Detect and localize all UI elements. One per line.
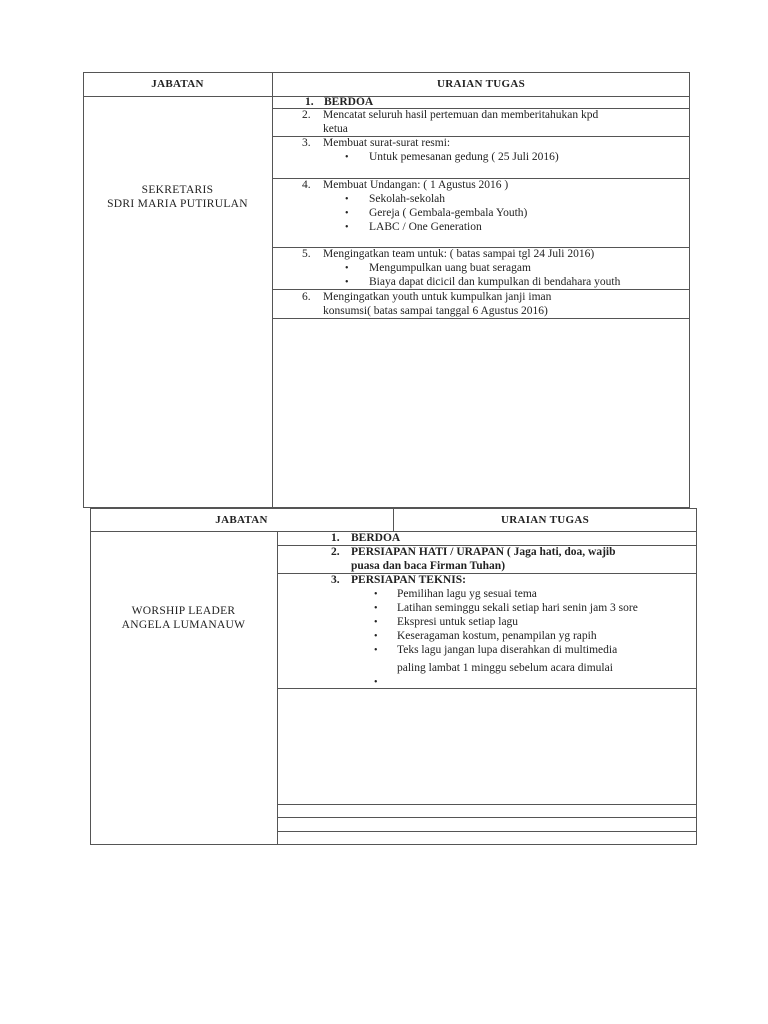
bullet-icon: • <box>345 277 349 288</box>
role-title: SEKRETARIS <box>141 184 214 196</box>
bullet-icon: • <box>374 677 378 688</box>
table2-row-divider <box>277 804 697 805</box>
table1-row-divider <box>272 318 690 319</box>
table1-column-divider <box>272 72 273 508</box>
bullet-icon: • <box>345 263 349 274</box>
task-text-continued: konsumsi( batas sampai tanggal 6 Agustus 2016) <box>323 305 548 317</box>
role-person: SDRI MARIA PUTIRULAN <box>107 198 248 210</box>
bullet-icon: • <box>345 194 349 205</box>
bullet-text: Mengumpulkan uang buat seragam <box>369 262 531 274</box>
task-text: Mencatat seluruh hasil pertemuan dan memberitahukan kpd <box>323 109 599 121</box>
bullet-text: Latihan seminggu sekali setiap hari senin jam 3 sore <box>397 602 638 614</box>
table2-header-uraian-tugas: URAIAN TUGAS <box>500 514 590 526</box>
table2-row-divider <box>277 831 697 832</box>
bullet-text: Keseragaman kostum, penampilan yg rapih <box>397 630 597 642</box>
bullet-text: Biaya dapat dicicil dan kumpulkan di bendahara youth <box>369 276 621 288</box>
task-text: BERDOA <box>324 96 374 108</box>
task-number: 1. <box>331 532 340 544</box>
table2-header-jabatan: JABATAN <box>215 514 268 526</box>
task-number: 2. <box>331 546 340 558</box>
table2-row-divider <box>277 688 697 689</box>
task-text: Mengingatkan youth untuk kumpulkan janji iman <box>323 291 552 303</box>
bullet-icon: • <box>345 208 349 219</box>
table1-row-divider <box>272 289 690 290</box>
task-text: PERSIAPAN TEKNIS: <box>351 574 466 586</box>
bullet-text: Gereja ( Gembala-gembala Youth) <box>369 207 528 219</box>
bullet-icon: • <box>374 603 378 614</box>
bullet-icon: • <box>345 152 349 163</box>
task-number: 5. <box>302 248 311 260</box>
bullet-text: Sekolah-sekolah <box>369 193 446 205</box>
task-number: 1. <box>305 96 314 108</box>
bullet-text: Untuk pemesanan gedung ( 25 Juli 2016) <box>369 151 559 163</box>
bullet-text: Teks lagu jangan lupa diserahkan di multimedia <box>397 644 618 656</box>
bullet-icon: • <box>374 617 378 628</box>
task-text-continued: puasa dan baca Firman Tuhan) <box>351 560 506 572</box>
table2-row-divider <box>277 817 697 818</box>
task-number: 4. <box>302 179 311 191</box>
table1-header-jabatan: JABATAN <box>151 78 204 90</box>
role-title: WORSHIP LEADER <box>131 605 236 617</box>
bullet-icon: • <box>374 589 378 600</box>
bullet-text: Pemilihan lagu yg sesuai tema <box>397 588 537 600</box>
task-number: 3. <box>331 574 340 586</box>
task-number: 6. <box>302 291 311 303</box>
task-text: Membuat Undangan: ( 1 Agustus 2016 ) <box>323 179 509 191</box>
bullet-icon: • <box>374 631 378 642</box>
table2-row-divider <box>277 573 697 574</box>
task-text: Mengingatkan team untuk: ( batas sampai tgl 24 Juli 2016) <box>323 248 595 260</box>
task-text: PERSIAPAN HATI / URAPAN ( Jaga hati, doa, wajib <box>351 546 616 558</box>
table1-header-uraian-tugas: URAIAN TUGAS <box>436 78 526 90</box>
bullet-text-continued: paling lambat 1 minggu sebelum acara dimulai <box>397 662 613 674</box>
role-person: ANGELA LUMANAUW <box>121 619 246 631</box>
task-text: BERDOA <box>351 532 401 544</box>
task-text: Membuat surat-surat resmi: <box>323 137 451 149</box>
bullet-text: LABC / One Generation <box>369 221 482 233</box>
table2-role <box>90 604 277 632</box>
table1-role <box>83 183 272 211</box>
task-text-continued: ketua <box>323 123 348 135</box>
task-number: 3. <box>302 137 311 149</box>
bullet-text: Ekspresi untuk setiap lagu <box>397 616 519 628</box>
bullet-icon: • <box>345 222 349 233</box>
table1-header-divider <box>83 96 690 97</box>
bullet-icon: • <box>374 645 378 656</box>
task-number: 2. <box>302 109 311 121</box>
